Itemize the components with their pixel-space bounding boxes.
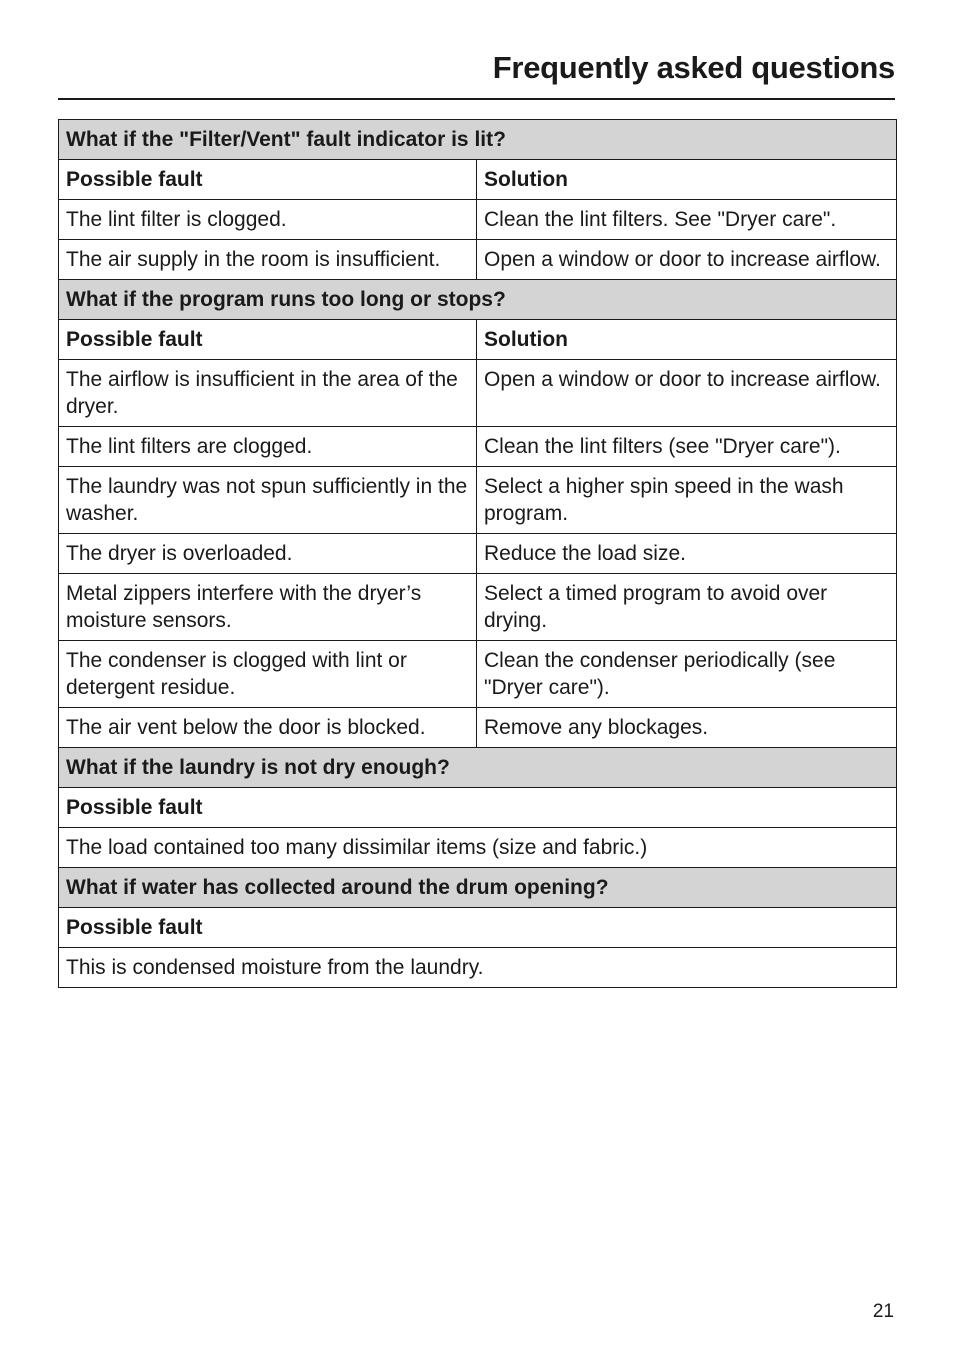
- solution-cell: Clean the lint filters. See "Dryer care".: [477, 200, 897, 240]
- fault-column-header: Possible fault: [59, 320, 477, 360]
- table-row: [59, 948, 897, 988]
- section-header: [59, 748, 897, 788]
- table-row: [59, 828, 897, 868]
- solution-cell: Reduce the load size.: [477, 534, 897, 574]
- solution-column-header: Solution: [477, 160, 897, 200]
- faq-table: [58, 119, 897, 988]
- title-divider: [58, 98, 895, 100]
- page-title: Frequently asked questions: [492, 50, 895, 85]
- solution-column-header: Solution: [477, 320, 897, 360]
- section-header: [59, 868, 897, 908]
- fault-cell: The air vent below the door is blocked.: [59, 708, 477, 748]
- table-row: [59, 708, 897, 748]
- fault-column-header: Possible fault: [59, 908, 897, 948]
- table-row: [59, 240, 897, 280]
- table-row: [59, 574, 897, 641]
- table-row: [59, 200, 897, 240]
- section-question: What if the "Filter/Vent" fault indicator is lit?: [59, 120, 897, 160]
- fault-cell: The lint filters are clogged.: [59, 427, 477, 467]
- table-row: [59, 534, 897, 574]
- column-headers: [59, 320, 897, 360]
- fault-cell: The air supply in the room is insufficient.: [59, 240, 477, 280]
- solution-cell: Remove any blockages.: [477, 708, 897, 748]
- section-question: What if water has collected around the drum opening?: [59, 868, 897, 908]
- fault-cell: The condenser is clogged with lint or detergent residue.: [59, 641, 477, 708]
- table-row: [59, 641, 897, 708]
- fault-cell: This is condensed moisture from the laundry.: [59, 948, 897, 988]
- section-header: [59, 120, 897, 160]
- table-row: [59, 427, 897, 467]
- solution-cell: Select a higher spin speed in the wash program.: [477, 467, 897, 534]
- column-headers: [59, 160, 897, 200]
- fault-cell: The dryer is overloaded.: [59, 534, 477, 574]
- fault-cell: The airflow is insufficient in the area of the dryer.: [59, 360, 477, 427]
- table-row: [59, 360, 897, 427]
- solution-cell: Open a window or door to increase airflow.: [477, 240, 897, 280]
- solution-cell: Select a timed program to avoid over drying.: [477, 574, 897, 641]
- fault-column-header: Possible fault: [59, 160, 477, 200]
- solution-cell: Open a window or door to increase airflow.: [477, 360, 897, 427]
- section-question: What if the program runs too long or stops?: [59, 280, 897, 320]
- section-question: What if the laundry is not dry enough?: [59, 748, 897, 788]
- section-header: [59, 280, 897, 320]
- fault-column-header: Possible fault: [59, 788, 897, 828]
- column-headers: [59, 788, 897, 828]
- column-headers: [59, 908, 897, 948]
- fault-cell: Metal zippers interfere with the dryer’s moisture sensors.: [59, 574, 477, 641]
- solution-cell: Clean the lint filters (see "Dryer care").: [477, 427, 897, 467]
- page-number: 21: [872, 1301, 894, 1322]
- fault-cell: The load contained too many dissimilar items (size and fabric.): [59, 828, 897, 868]
- table-row: [59, 467, 897, 534]
- fault-cell: The lint filter is clogged.: [59, 200, 477, 240]
- fault-cell: The laundry was not spun sufficiently in the washer.: [59, 467, 477, 534]
- solution-cell: Clean the condenser periodically (see "Dryer care").: [477, 641, 897, 708]
